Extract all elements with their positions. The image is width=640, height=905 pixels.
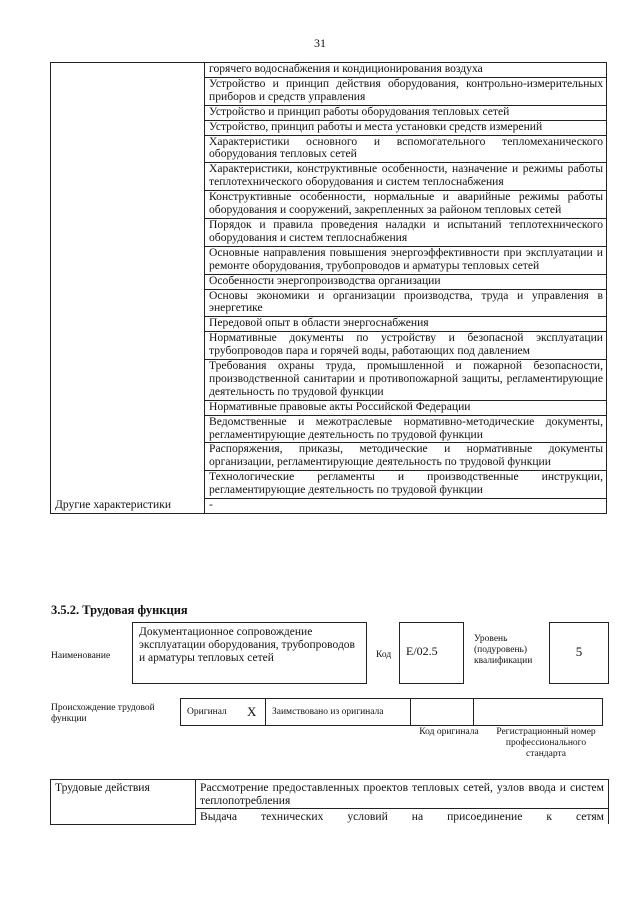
knowledge-item: Технологические регламенты и производственные инструкции, регламентирующие деятельность по трудовой функции bbox=[205, 471, 607, 499]
knowledge-left-cell bbox=[51, 400, 205, 415]
knowledge-item: Устройство, принцип работы и места установки средств измерений bbox=[205, 120, 607, 135]
knowledge-left-cell bbox=[51, 471, 205, 499]
knowledge-left-cell bbox=[51, 360, 205, 401]
knowledge-item: Характеристики основного и вспомогательного тепломеханического оборудования тепловых сетей bbox=[205, 135, 607, 163]
knowledge-row bbox=[51, 400, 607, 415]
knowledge-left-cell bbox=[51, 443, 205, 471]
original-label: Оригинал bbox=[181, 699, 242, 726]
knowledge-left-cell bbox=[51, 246, 205, 274]
code-value: E/02.5 bbox=[406, 644, 438, 658]
knowledge-left-cell bbox=[51, 289, 205, 317]
level-box bbox=[549, 622, 609, 684]
knowledge-item: Особенности энергопроизводства организации bbox=[205, 274, 607, 289]
knowledge-row bbox=[51, 471, 607, 499]
knowledge-row bbox=[51, 63, 607, 78]
name-box bbox=[132, 622, 367, 684]
name-value: Документационное сопровождение эксплуатации оборудования, трубопроводов и арматуры тепловых сетей bbox=[139, 626, 355, 664]
knowledge-left-cell bbox=[51, 317, 205, 332]
knowledge-row bbox=[51, 163, 607, 191]
knowledge-row bbox=[51, 332, 607, 360]
knowledge-row bbox=[51, 289, 607, 317]
name-label: Наименование bbox=[51, 651, 111, 661]
knowledge-left-cell bbox=[51, 120, 205, 135]
section-title: 3.5.2. Трудовая функция bbox=[51, 603, 188, 617]
knowledge-item: Ведомственные и межотраслевые нормативно-методические документы, регламентирующие деятельность по трудовой функции bbox=[205, 415, 607, 443]
knowledge-left-cell bbox=[51, 77, 205, 105]
knowledge-item: Распоряжения, приказы, методические и нормативные документы организации, регламентирующие деятельность по трудовой функции bbox=[205, 443, 607, 471]
knowledge-item: Устройство и принцип работы оборудования тепловых сетей bbox=[205, 105, 607, 120]
knowledge-item: Характеристики, конструктивные особенности, назначение и режимы работы теплотехнического оборудования и систем теплоснабжения bbox=[205, 163, 607, 191]
knowledge-item: Основные направления повышения энергоэффективности при эксплуатации и ремонте оборудования, трубопроводов и арматуры тепловых сетей bbox=[205, 246, 607, 274]
knowledge-row bbox=[51, 246, 607, 274]
original-mark: X bbox=[241, 699, 266, 726]
knowledge-left-cell bbox=[51, 135, 205, 163]
reg-caption: Регистрационный номер профессионального стандарта bbox=[496, 727, 596, 759]
actions-table bbox=[50, 779, 609, 825]
knowledge-item: Конструктивные особенности, нормальные и аварийные режимы работы оборудования и сооружений, закрепленных за районом тепловых сетей bbox=[205, 191, 607, 219]
action-row-2: Выдача технических условий на присоединение к сетям bbox=[196, 809, 609, 825]
origin-table bbox=[180, 698, 603, 726]
knowledge-item: горячего водоснабжения и кондиционирования воздуха bbox=[205, 63, 607, 78]
action-row-1: Рассмотрение предоставленных проектов тепловых сетей, узлов ввода и систем теплопотребления bbox=[196, 780, 609, 809]
code-caption: Код оригинала bbox=[419, 727, 479, 737]
knowledge-item: Основы экономики и организации производства, труда и управления в энергетике bbox=[205, 289, 607, 317]
knowledge-row bbox=[51, 77, 607, 105]
knowledge-item: Требования охраны труда, промышленной и пожарной безопасности, производственной санитарии и противопожарной защиты, регламентирующие деятельность по трудовой функции bbox=[205, 360, 607, 401]
knowledge-left-cell bbox=[51, 163, 205, 191]
original-code-cell bbox=[411, 699, 474, 726]
code-label: Код bbox=[376, 650, 392, 660]
knowledge-item: Порядок и правила проведения наладки и испытаний теплотехнического оборудования и систем теплоснабжения bbox=[205, 218, 607, 246]
knowledge-left-cell bbox=[51, 332, 205, 360]
knowledge-row bbox=[51, 105, 607, 120]
knowledge-row bbox=[51, 120, 607, 135]
other-row bbox=[51, 499, 607, 514]
knowledge-item: Нормативные документы по устройству и безопасной эксплуатации трубопроводов пара и горячей воды, работающих под давлением bbox=[205, 332, 607, 360]
knowledge-row bbox=[51, 191, 607, 219]
borrowed-label: Заимствовано из оригинала bbox=[266, 699, 411, 726]
knowledge-table bbox=[50, 62, 607, 514]
knowledge-left-cell bbox=[51, 105, 205, 120]
level-label: Уровень (подуровень) квалификации bbox=[474, 634, 533, 666]
knowledge-left-cell bbox=[51, 274, 205, 289]
knowledge-item: Передовой опыт в области энергоснабжения bbox=[205, 317, 607, 332]
knowledge-item: Устройство и принцип действия оборудования, контрольно-измерительных приборов и средств управления bbox=[205, 77, 607, 105]
level-value: 5 bbox=[575, 644, 583, 659]
knowledge-row bbox=[51, 317, 607, 332]
other-label: Другие характеристики bbox=[51, 499, 205, 514]
knowledge-row bbox=[51, 274, 607, 289]
origin-label: Происхождение трудовой функции bbox=[51, 703, 155, 724]
other-value: - bbox=[205, 499, 607, 514]
knowledge-left-cell bbox=[51, 63, 205, 78]
knowledge-left-cell bbox=[51, 415, 205, 443]
knowledge-row bbox=[51, 360, 607, 401]
knowledge-left-cell bbox=[51, 191, 205, 219]
code-box bbox=[399, 622, 464, 684]
reg-number-cell bbox=[474, 699, 603, 726]
actions-label: Трудовые действия bbox=[51, 780, 196, 825]
knowledge-item: Нормативные правовые акты Российской Федерации bbox=[205, 400, 607, 415]
knowledge-row bbox=[51, 443, 607, 471]
knowledge-row bbox=[51, 135, 607, 163]
knowledge-row bbox=[51, 415, 607, 443]
knowledge-left-cell bbox=[51, 218, 205, 246]
knowledge-row bbox=[51, 218, 607, 246]
page-number: 31 bbox=[314, 36, 326, 50]
